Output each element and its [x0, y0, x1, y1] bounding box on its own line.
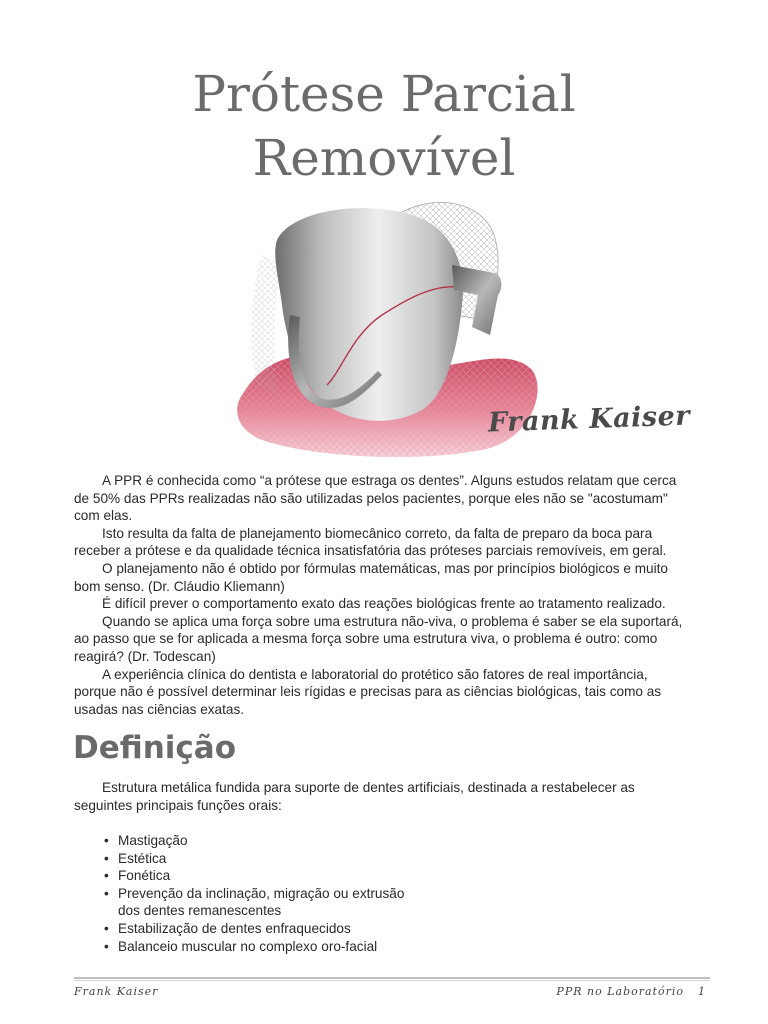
- footer-author: Frank Kaiser: [74, 985, 159, 998]
- list-item: • Estética: [104, 850, 418, 868]
- list-item: • Fonética: [104, 867, 418, 885]
- paragraph: A experiência clínica do dentista e laboratorial do protético são fatores de real importância, porque não é possível determinar leis rígidas e precisas para as ciências biológicas, tais como as usadas nas ciências exatas.: [74, 666, 662, 717]
- footer-book-info: [556, 985, 706, 998]
- intro-text: [74, 472, 692, 718]
- page-title: [0, 62, 768, 190]
- list-item: • Prevenção da inclinação, migração ou extrusão dos dentes remanescentes: [104, 885, 418, 920]
- page-number: 1: [698, 985, 706, 998]
- functions-list: [104, 832, 418, 955]
- paragraph: É difícil prever o comportamento exato das reações biológicas frente ao tratamento realizado.: [102, 596, 666, 612]
- list-item: • Balanceio muscular no complexo oro-facial: [104, 938, 418, 956]
- footer-divider-thin: [74, 980, 710, 981]
- list-item: • Mastigação: [104, 832, 418, 850]
- definition-paragraph: Estrutura metálica fundida para suporte de dentes artificiais, destinada a restabelecer as seguintes principais funções orais:: [74, 780, 635, 813]
- footer-divider: [74, 977, 710, 979]
- author-signature: Frank Kaiser: [487, 400, 691, 439]
- definition-heading: Definição: [73, 730, 237, 766]
- page-title-line-1: Prótese Parcial: [192, 65, 576, 123]
- list-item: • Estabilização de dentes enfraquecidos: [104, 920, 418, 938]
- paragraph: Isto resulta da falta de planejamento biomecânico correto, da falta de preparo da boca para receber a prótese e da qualidade técnica insatisfatória das próteses parciais removíveis, em geral.: [74, 525, 667, 559]
- page-title-line-2: Removível: [252, 129, 516, 187]
- paragraph: A PPR é conhecida como “a prótese que estraga os dentes”. Alguns estudos relatam que cerca de 50% das PPRs realizadas não são utilizadas pelos pacientes, porque eles não se "acostumam" com elas.: [74, 473, 677, 524]
- paragraph: Quando se aplica uma força sobre uma estrutura não-viva, o problema é saber se ela suportará, ao passo que se for aplicada a mesma força sobre uma estrutura viva, o problema é outro: como reagirá? (Dr. Todescan): [74, 613, 683, 664]
- footer-book-title: PPR no Laboratório: [556, 985, 684, 998]
- paragraph: O planejamento não é obtido por fórmulas matemáticas, mas por princípios biológicos e muito bom senso. (Dr. Cláudio Kliemann): [74, 560, 668, 594]
- definition-text: [74, 779, 692, 814]
